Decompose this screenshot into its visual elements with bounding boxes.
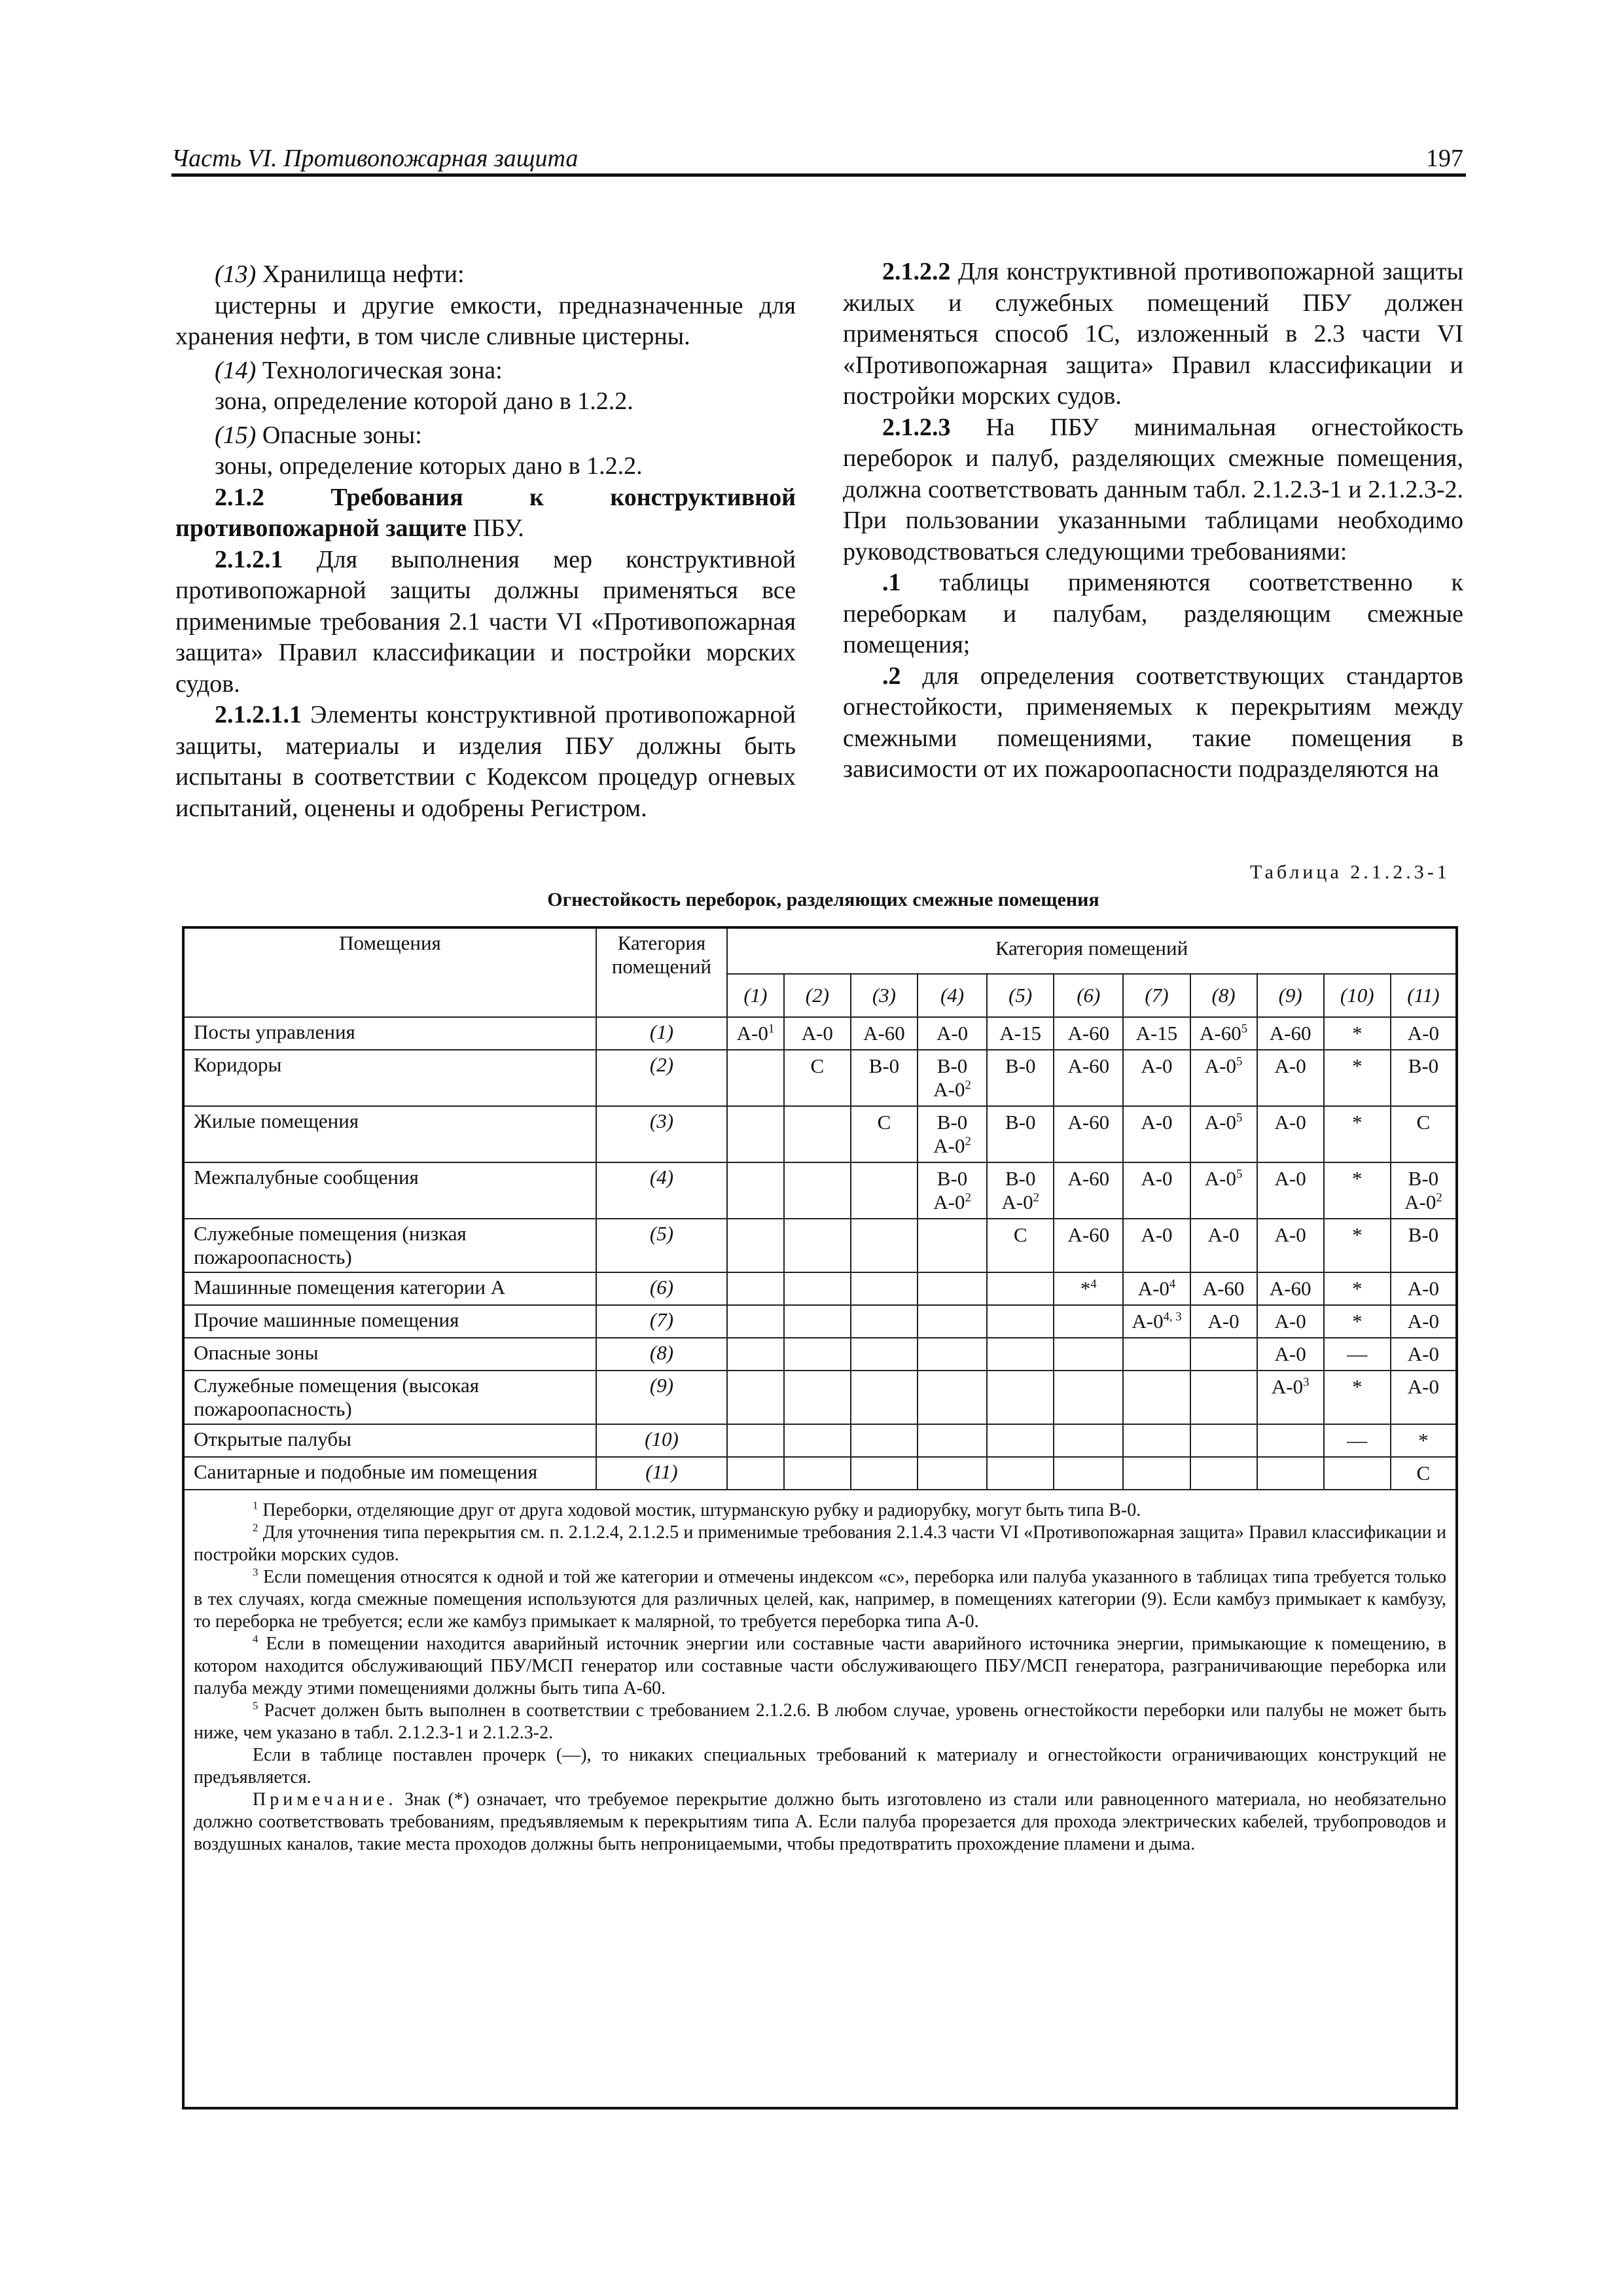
cell-value: А-0 (1204, 1167, 1236, 1190)
column-label: (10) (1324, 974, 1391, 1017)
table-cell (727, 1338, 784, 1371)
table-body (185, 1017, 1455, 1490)
table-cell (851, 1424, 918, 1457)
cell-value: А-0 (1207, 1310, 1240, 1333)
footnote-ref: 4, 3 (1163, 1310, 1182, 1324)
row-category: (1) (596, 1017, 727, 1050)
column-label: (8) (1190, 974, 1257, 1017)
table-cell (727, 1162, 784, 1219)
footnote-mark: 5 (253, 1699, 259, 1712)
table-cell (784, 1106, 851, 1162)
fire-integrity-table (182, 926, 1458, 2109)
table-cell (784, 1017, 851, 1050)
table-cell (727, 1017, 784, 1050)
footnote-text: Расчет должен быть выполнен в соответствии с требованием 2.1.2.6. В любом случае, уровень огнестойкости переборки или палубы не может быть ниже, чем указано в табл. 2.1.2.3-1 и 2.1.2.3-2. (194, 1700, 1446, 1743)
row-category: (5) (596, 1219, 727, 1272)
table-cell (1054, 1219, 1123, 1272)
table-cell (1391, 1371, 1455, 1424)
footnote-text: Если в помещении находится аварийный источник энергии или составные части аварийного источника энергии, примыкающие к помещению, в котором находится обслуживающий ПБУ/МСП генератор или составные части обслуживающего ПБУ/МСП генератора, разграничивающие переборка или палуба между этими помещениями должны быть типа А-60. (194, 1634, 1446, 1698)
cell-value: В-0 (1005, 1167, 1036, 1190)
table-row (185, 1017, 1455, 1050)
footnote (194, 1700, 1446, 1744)
table-cell (1123, 1371, 1190, 1424)
table-row (185, 1371, 1455, 1424)
cell-value-alt: А-0 (1001, 1191, 1033, 1213)
table-cell (1257, 1050, 1324, 1106)
table-cell (1257, 1219, 1324, 1272)
table-row (185, 1424, 1455, 1457)
table-cell (727, 1371, 784, 1424)
table-cell (1257, 1371, 1324, 1424)
column-label: (6) (1054, 974, 1123, 1017)
table-cell (1257, 1338, 1324, 1371)
cell-value: В-0 (1408, 1054, 1439, 1077)
footnote-ref: 5 (1236, 1111, 1243, 1125)
cell-value: * (1418, 1429, 1429, 1452)
footnote-ref: 4 (1169, 1277, 1176, 1291)
table-cell (918, 1371, 987, 1424)
cell-value: А-0 (1207, 1223, 1240, 1246)
table-notes-cell (185, 1490, 1455, 1856)
table-row (185, 1219, 1455, 1272)
column-label: (2) (784, 974, 851, 1017)
term-14-definition: зона, определение которой дано в 1.2.2. (215, 387, 633, 415)
table-number: Таблица 2.1.2.3-1 (1250, 861, 1450, 883)
footnote-ref: 4 (1090, 1277, 1097, 1291)
footnotes (194, 1499, 1446, 1744)
cell-value: А-0 (1141, 1167, 1173, 1190)
table-cell (1324, 1219, 1391, 1272)
table-cell (851, 1457, 918, 1490)
cell-value: В-0 (868, 1054, 900, 1077)
cell-value: А-0 (1274, 1310, 1306, 1333)
table-cell (1391, 1457, 1455, 1490)
footnote-mark: 4 (253, 1632, 259, 1645)
cell-value-alt: А-0 (1404, 1191, 1436, 1213)
row-space-name: Открытые палубы (185, 1424, 596, 1457)
cell-value: С (810, 1054, 825, 1077)
table-cell (918, 1017, 987, 1050)
table-cell (784, 1457, 851, 1490)
cell-value: А-60 (1067, 1167, 1110, 1190)
table-cell (727, 1219, 784, 1272)
table-cell (1054, 1305, 1123, 1338)
footnote-ref: 5 (1236, 1054, 1243, 1069)
table-cell (1190, 1162, 1257, 1219)
table-cell (987, 1457, 1054, 1490)
table-cell (1054, 1017, 1123, 1050)
table-cell (1257, 1017, 1324, 1050)
cell-value-alt: А-0 (933, 1134, 965, 1157)
row-space-name: Служебные помещения (высокая пожароопасность) (185, 1371, 596, 1424)
table-cell (1123, 1272, 1190, 1305)
cell-value: * (1351, 1167, 1363, 1190)
cell-value: * (1351, 1277, 1363, 1300)
table-cell (784, 1050, 851, 1106)
cell-value: В-0 (936, 1054, 968, 1077)
table-cell (1054, 1338, 1123, 1371)
table-cell (987, 1371, 1054, 1424)
cell-value: А-0 (1141, 1223, 1173, 1246)
table-row (185, 1050, 1455, 1106)
term-13-definition: цистерны и другие емкости, предназначенные для хранения нефти, в том числе сливные цистерны. (175, 291, 796, 350)
table-row (185, 1106, 1455, 1162)
table-cell (1123, 1457, 1190, 1490)
row-space-name: Коридоры (185, 1050, 596, 1106)
footnote-ref: 2 (965, 1134, 971, 1149)
row-space-name: Машинные помещения категории А (185, 1272, 596, 1305)
left-column (175, 257, 796, 824)
table-cell (851, 1272, 918, 1305)
cell-value: С (877, 1111, 891, 1134)
table-cell (918, 1272, 987, 1305)
table-cell (727, 1050, 784, 1106)
table-cell (1190, 1457, 1257, 1490)
cell-value: В-0 (1408, 1167, 1439, 1190)
cell-value: А-0 (736, 1022, 768, 1045)
table-cell (1324, 1050, 1391, 1106)
header-space-categories: Категория помещений (727, 929, 1455, 974)
table-cell (1190, 1424, 1257, 1457)
table-cell (1257, 1272, 1324, 1305)
footnote-text: Переборки, отделяющие друг от друга ходовой мостик, штурманскую рубку и радиорубку, могут быть типа В-0. (262, 1500, 1141, 1520)
row-space-name: Межпалубные сообщения (185, 1162, 596, 1219)
row-category: (7) (596, 1305, 727, 1338)
cell-value: А-0 (1271, 1375, 1304, 1398)
table-cell (1391, 1272, 1455, 1305)
table-cell (727, 1457, 784, 1490)
right-column (843, 257, 1463, 785)
cell-value: — (1347, 1342, 1368, 1365)
cell-value: А-15 (999, 1022, 1042, 1045)
term-15-label: (15) Опасные зоны: (215, 421, 422, 449)
table-cell (1391, 1219, 1455, 1272)
column-label: (11) (1391, 974, 1455, 1017)
cell-value: В-0 (1005, 1054, 1036, 1077)
table-cell (1391, 1162, 1455, 1219)
table-cell (1324, 1162, 1391, 1219)
table-row (185, 1272, 1455, 1305)
table-cell (851, 1106, 918, 1162)
cell-value: А-0 (1204, 1111, 1236, 1134)
cell-value: * (1351, 1054, 1363, 1077)
column-label: (9) (1257, 974, 1324, 1017)
column-label: (4) (918, 974, 987, 1017)
table-cell (784, 1272, 851, 1305)
cell-value: А-60 (1269, 1022, 1311, 1045)
table-cell (784, 1371, 851, 1424)
footnote-ref: 2 (1436, 1191, 1442, 1205)
column-label: (7) (1123, 974, 1190, 1017)
dash-note: Если в таблице поставлен прочерк (—), то никаких специальных требований к материалу и огнестойкости ограничивающих конструкций не предъявляется. (194, 1745, 1446, 1787)
table-cell (1190, 1338, 1257, 1371)
table-cell (1054, 1050, 1123, 1106)
footnote-mark: 2 (253, 1521, 259, 1534)
table-cell (918, 1050, 987, 1106)
list-item-2: .2 для определения соответствующих стандартов огнестойкости, применяемых к перекрытиям между смежными помещениями, такие помещения в зависимости от их пожароопасности подразделяются на (843, 662, 1463, 783)
footnote-ref: 2 (965, 1078, 971, 1092)
table-cell (851, 1338, 918, 1371)
paragraph-2-1-2-1: 2.1.2.1 Для выполнения мер конструктивной противопожарной защиты должны применяться все применимые требования 2.1 части VI «Противопожарная защита» Правил классификации и постройки морских судов. (175, 545, 796, 698)
table-cell (727, 1272, 784, 1305)
cell-value: * (1351, 1022, 1363, 1045)
table-cell (1257, 1305, 1324, 1338)
table-cell (851, 1017, 918, 1050)
running-title: Часть VI. Противопожарная защита (171, 145, 579, 172)
table-cell (1123, 1017, 1190, 1050)
page-header (171, 143, 1466, 177)
table-cell (1391, 1305, 1455, 1338)
row-category: (9) (596, 1371, 727, 1424)
table-cell (1190, 1305, 1257, 1338)
table-cell (987, 1305, 1054, 1338)
cell-value: А-0 (936, 1022, 969, 1045)
table-row (185, 1338, 1455, 1371)
table-notes (185, 1490, 1455, 1856)
row-category: (4) (596, 1162, 727, 1219)
table-cell (1257, 1162, 1324, 1219)
table-cell (784, 1424, 851, 1457)
cell-value: А-60 (1067, 1111, 1110, 1134)
table-row (185, 1162, 1455, 1219)
table-cell (1123, 1106, 1190, 1162)
table-cell (851, 1162, 918, 1219)
table-cell (727, 1424, 784, 1457)
remark (194, 1789, 1446, 1856)
cell-value: А-0 (1274, 1111, 1306, 1134)
footnote-ref: 2 (1033, 1191, 1039, 1205)
row-space-name: Опасные зоны (185, 1338, 596, 1371)
row-category: (3) (596, 1106, 727, 1162)
row-category: (2) (596, 1050, 727, 1106)
table-cell (918, 1106, 987, 1162)
table-cell (987, 1050, 1054, 1106)
row-space-name: Санитарные и подобные им помещения (185, 1457, 596, 1490)
table-cell (918, 1457, 987, 1490)
paragraph-2-1-2-3: 2.1.2.3 На ПБУ минимальная огнестойкость переборок и палуб, разделяющих смежные помещения, должна соответствовать данным табл. 2.1.2.3-1 и 2.1.2.3-2. При пользовании указанными таблицами необходимо руководствоваться следующими требованиями: (843, 413, 1464, 565)
table-cell (1123, 1424, 1190, 1457)
cell-value: А-15 (1135, 1022, 1178, 1045)
table-row (185, 1305, 1455, 1338)
table-cell (1257, 1424, 1324, 1457)
cell-value: * (1351, 1111, 1363, 1134)
table-cell (918, 1338, 987, 1371)
cell-value: * (1351, 1223, 1363, 1246)
table-cell (727, 1305, 784, 1338)
table-cell (851, 1305, 918, 1338)
cell-value: * (1351, 1310, 1363, 1333)
cell-value: А-0 (1141, 1111, 1173, 1134)
table-cell (784, 1219, 851, 1272)
footnote-mark: 1 (253, 1499, 259, 1512)
cell-value: А-60 (1067, 1223, 1110, 1246)
footnote-text: Если помещения относятся к одной и той же категории и отмечены индексом «с», переборка или палуба указанного в таблицах типа требуется только в тех случаях, когда смежные помещения используются для различных целей, как, например, в помещениях категории (9). Если камбуз примыкает к камбузу, то переборка не требуется; если же камбуз примыкает к малярной, то требуется переборка типа А-0. (194, 1567, 1446, 1632)
cell-value: А-0 (1137, 1277, 1169, 1300)
column-label: (5) (987, 974, 1054, 1017)
footnote-ref: 1 (768, 1022, 775, 1036)
row-space-name: Посты управления (185, 1017, 596, 1050)
header-category: Категория помещений (596, 929, 727, 1017)
table-cell (1054, 1371, 1123, 1424)
cell-value-alt: А-0 (933, 1191, 965, 1213)
cell-value: А-0 (1407, 1277, 1439, 1300)
table-cell (784, 1162, 851, 1219)
footnote-ref: 5 (1236, 1167, 1243, 1181)
table-cell (1190, 1050, 1257, 1106)
cell-value: В-0 (1005, 1111, 1036, 1134)
table-cell (1324, 1424, 1391, 1457)
table-cell (987, 1017, 1054, 1050)
footnote (194, 1633, 1446, 1700)
table-cell (987, 1106, 1054, 1162)
cell-value: А-0 (1141, 1054, 1173, 1077)
row-space-name: Служебные помещения (низкая пожароопасность) (185, 1219, 596, 1272)
table-cell (987, 1272, 1054, 1305)
cell-value: — (1347, 1429, 1368, 1452)
table-cell (1123, 1338, 1190, 1371)
cell-value: * (1080, 1277, 1091, 1300)
list-item-1: .1 таблицы применяются соответственно к переборкам и палубам, разделяющим смежные помещения; (843, 569, 1464, 658)
table-cell (1391, 1017, 1455, 1050)
cell-value: А-60 (1067, 1054, 1110, 1077)
table-cell (1190, 1106, 1257, 1162)
table-cell (1054, 1162, 1123, 1219)
table-cell (1324, 1272, 1391, 1305)
table-cell (918, 1424, 987, 1457)
cell-value: А-0 (1132, 1310, 1164, 1333)
cell-value: С (1013, 1223, 1027, 1246)
row-category: (8) (596, 1338, 727, 1371)
table-cell (1123, 1219, 1190, 1272)
row-space-name: Жилые помещения (185, 1106, 596, 1162)
table-cell (1257, 1457, 1324, 1490)
header-spaces: Помещения (185, 929, 596, 1017)
cell-value: А-60 (1200, 1022, 1241, 1045)
table-cell (851, 1050, 918, 1106)
table-cell (987, 1424, 1054, 1457)
row-category: (11) (596, 1457, 727, 1490)
table-cell (1190, 1272, 1257, 1305)
table-cell (784, 1338, 851, 1371)
cell-value: А-0 (801, 1022, 833, 1045)
table-cell (1391, 1338, 1455, 1371)
cell-value: А-0 (1407, 1310, 1439, 1333)
column-label: (3) (851, 974, 918, 1017)
cell-value: В-0 (936, 1111, 968, 1134)
table-cell (1054, 1272, 1123, 1305)
table-cell (918, 1305, 987, 1338)
footnote (194, 1499, 1446, 1522)
page-number: 197 (1426, 145, 1463, 172)
table-cell (784, 1305, 851, 1338)
cell-value: А-0 (1274, 1054, 1306, 1077)
table-cell (918, 1219, 987, 1272)
table-cell (1324, 1371, 1391, 1424)
footnote-mark: 3 (253, 1566, 259, 1579)
cell-value: А-60 (1067, 1022, 1110, 1045)
cell-value: А-0 (1274, 1223, 1306, 1246)
table-cell (1324, 1338, 1391, 1371)
table-cell (1054, 1106, 1123, 1162)
table-cell (1123, 1050, 1190, 1106)
cell-value: С (1416, 1462, 1431, 1484)
table-cell (1324, 1305, 1391, 1338)
table-cell (1190, 1219, 1257, 1272)
cell-value: * (1351, 1375, 1363, 1398)
table-cell (987, 1338, 1054, 1371)
table-cell (1190, 1017, 1257, 1050)
table-row (185, 1457, 1455, 1490)
cell-value: А-0 (1407, 1022, 1439, 1045)
footnote (194, 1566, 1446, 1633)
footnote-ref: 3 (1303, 1375, 1310, 1390)
row-category: (10) (596, 1424, 727, 1457)
footnote-text: Для уточнения типа перекрытия см. п. 2.1.2.4, 2.1.2.5 и применимые требования 2.1.4.3 части VI «Противопожарная защита» Правил классификации и постройки морских судов. (194, 1522, 1447, 1565)
table-cell (851, 1371, 918, 1424)
cell-value: А-60 (1269, 1277, 1311, 1300)
cell-value: А-0 (1407, 1375, 1439, 1398)
table-cell (1324, 1106, 1391, 1162)
table-caption: Огнестойкость переборок, разделяющих смежные помещения (547, 889, 1099, 910)
table-cell (851, 1219, 918, 1272)
table-cell (727, 1106, 784, 1162)
header-rule (171, 173, 1466, 177)
term-15-definition: зоны, определение которых дано в 1.2.2. (215, 452, 643, 480)
cell-value: А-60 (1202, 1277, 1245, 1300)
cell-value: А-0 (1274, 1342, 1306, 1365)
cell-value-alt: А-0 (933, 1078, 965, 1101)
table-cell (987, 1162, 1054, 1219)
footnote-ref: 2 (965, 1191, 971, 1205)
cell-value: А-0 (1407, 1342, 1439, 1365)
table-cell (987, 1219, 1054, 1272)
term-14-label: (14) Технологическая зона: (215, 356, 503, 384)
table-cell (1054, 1424, 1123, 1457)
table-cell (1324, 1017, 1391, 1050)
term-13-label: (13) Хранилища нефти: (215, 260, 465, 288)
footnote (194, 1522, 1446, 1566)
table-cell (1324, 1457, 1391, 1490)
table-cell (1391, 1424, 1455, 1457)
table-cell (1123, 1305, 1190, 1338)
remark-label: Примечание. (253, 1789, 397, 1810)
table-cell (1391, 1106, 1455, 1162)
paragraph-2-1-2-1-1: 2.1.2.1.1 Элементы конструктивной противопожарной защиты, материалы и изделия ПБУ должны быть испытаны в соответствии с Кодексом процедур огневых испытаний, оценены и одобрены Регистром. (175, 701, 796, 822)
footnote-ref: 5 (1241, 1022, 1248, 1036)
table-cell (1123, 1162, 1190, 1219)
table-cell (1257, 1106, 1324, 1162)
cell-value: А-0 (1274, 1167, 1306, 1190)
cell-value: В-0 (936, 1167, 968, 1190)
cell-value: А-0 (1204, 1054, 1236, 1077)
table-grid (185, 929, 1455, 1856)
remark-text: Знак (*) означает, что требуемое перекрытие должно быть изготовлено из стали или равноценного материала, но необязательно должно соответствовать требованиям, предъявляемым к перекрытиям типа А. Если палуба прорезается для прохода электрических кабелей, трубопроводов и воздушных каналов, такие места проходов должны быть непроницаемыми, чтобы предотвратить прохождение пламени и дыма. (194, 1789, 1446, 1854)
table-cell (1054, 1457, 1123, 1490)
section-2-1-2-heading: 2.1.2 Требования к конструктивной противопожарной защите ПБУ. (175, 483, 796, 542)
row-category: (6) (596, 1272, 727, 1305)
table-cell (918, 1162, 987, 1219)
column-label: (1) (727, 974, 784, 1017)
table-cell (1391, 1050, 1455, 1106)
cell-value: А-60 (863, 1022, 905, 1045)
table-cell (1190, 1371, 1257, 1424)
cell-value: В-0 (1408, 1223, 1439, 1246)
row-space-name: Прочие машинные помещения (185, 1305, 596, 1338)
cell-value: С (1416, 1111, 1431, 1134)
paragraph-2-1-2-2: 2.1.2.2 Для конструктивной противопожарной защиты жилых и служебных помещений ПБУ должен применяться способ 1С, изложенный в 2.3 части VI «Противопожарная защита» Правил классификации и постройки морских судов. (843, 258, 1463, 410)
